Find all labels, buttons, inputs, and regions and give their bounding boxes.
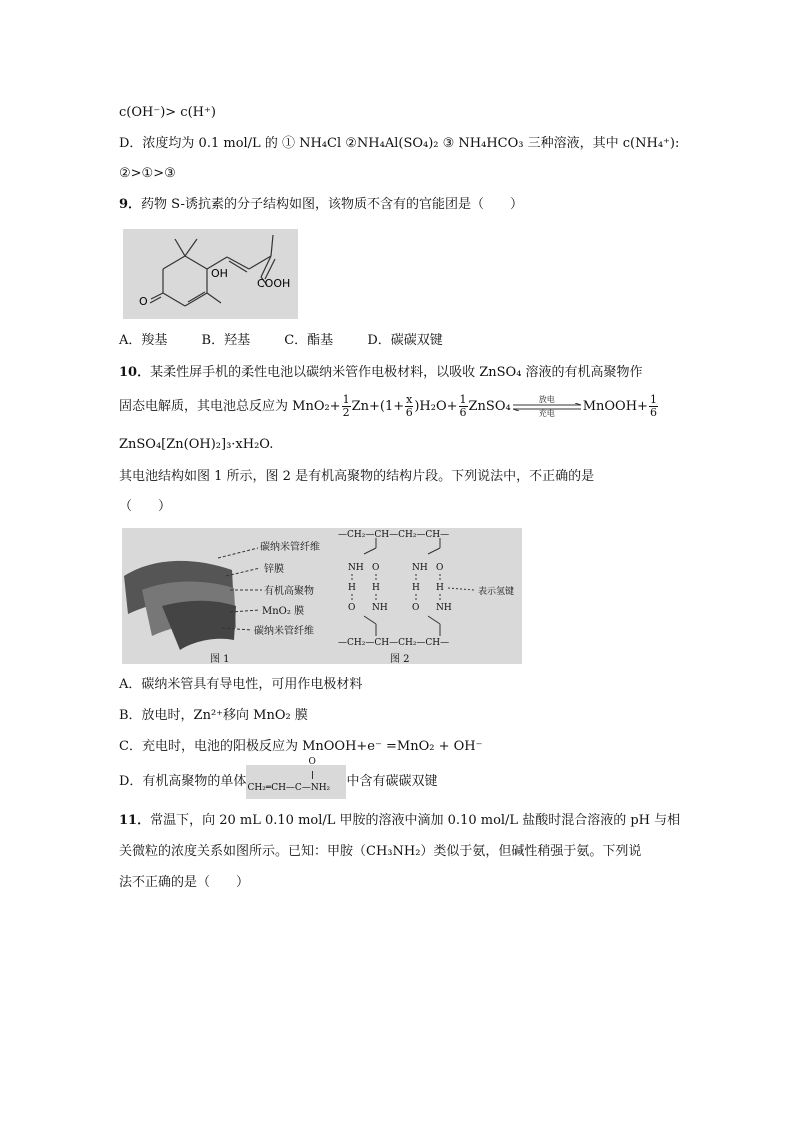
q9-option-a: A．羧基 [119, 333, 168, 348]
fig2-chain-top: —CH₂—CH—CH₂—CH— [338, 530, 450, 540]
q10-option-d-prefix: D．有机高聚物的单体 [119, 774, 247, 789]
svg-text:NH: NH [348, 563, 364, 573]
fig1-caption: 图 1 [210, 654, 230, 664]
q10-option-d [119, 756, 438, 800]
frac2-den: 6 [405, 406, 413, 419]
prev-c-line: c(OH⁻)> c(H⁺) [119, 105, 216, 120]
svg-text:O: O [412, 603, 420, 613]
q10-option-c: C．充电时，电池的阳极反应为 MnOOH+e⁻ =MnO₂ + OH⁻ [119, 739, 483, 754]
equation-prefix: 固态电解质，其电池总反应为 MnO₂+ [119, 399, 341, 414]
svg-text:O: O [436, 563, 444, 573]
fig2-chain-bottom: —CH₂—CH—CH₂—CH— [338, 638, 450, 648]
q10-number: 10． [119, 365, 151, 380]
cooh-label: COOH [257, 277, 291, 290]
fig1-label-cnt-bottom: 碳纳米管纤维 [254, 626, 314, 637]
q9-option-c: C．酯基 [284, 333, 334, 348]
q9-option-d: D．碳碳双键 [367, 333, 443, 348]
equation-h2o: )H₂O+ [414, 399, 458, 414]
battery-structure-diagram [122, 528, 522, 664]
q11-number: 11． [119, 813, 151, 828]
monomer-o-label: O [308, 756, 316, 767]
arrow-top-label: 放电 [538, 394, 555, 404]
svg-text:NH: NH [372, 603, 388, 613]
q10-stem-line4: 其电池结构如图 1 所示，图 2 是有机高聚物的结构片段。下列说法中，不正确的是 [119, 469, 595, 484]
q10-option-d-suffix: 中含有碳碳双键 [346, 774, 438, 789]
svg-text:H: H [412, 583, 420, 593]
equation-znso4: ZnSO₄ [468, 399, 511, 414]
q9-options [119, 332, 443, 350]
equation-product: MnOOH+ [582, 399, 648, 414]
q9-number: 9． [119, 197, 142, 212]
frac1-den: 2 [342, 406, 350, 419]
q9-stem [119, 196, 523, 214]
svg-text:O: O [348, 603, 356, 613]
q9-stem-text: 药物 S-诱抗素的分子结构如图，该物质不含有的官能团是（ ） [141, 197, 523, 212]
q11-line2: 关微粒的浓度关系如图所示。已知：甲胺（CH₃NH₂）类似于氨，但碱性稍强于氨。下列说 [119, 844, 642, 859]
prev-d-line1: D．浓度均为 0.1 mol/L 的 ① NH₄Cl ②NH₄Al(SO₄)₂ ③ NH₄HCO₃ 三种溶液，其中 c(NH₄⁺): [119, 136, 680, 151]
molecule-structure-diagram [123, 229, 298, 319]
frac4-den: 6 [649, 406, 657, 419]
fraction-1-6-b [649, 394, 658, 419]
q10-option-b: B．放电时，Zn²⁺移向 MnO₂ 膜 [119, 708, 308, 723]
frac3-den: 6 [459, 406, 467, 419]
fraction-1-6-a [459, 394, 468, 419]
svg-text:H: H [372, 583, 380, 593]
arrow-bottom-label: 充电 [538, 408, 555, 418]
frac1-num: 1 [342, 393, 350, 406]
reversible-arrow-icon [511, 396, 583, 418]
svg-text:H: H [348, 583, 356, 593]
frac2-num: x [406, 393, 413, 406]
q10-stem-line5: （ ） [119, 499, 172, 514]
ketone-o-label: O [139, 295, 148, 308]
q10-stem-line3: ZnSO₄[Zn(OH)₂]₃·xH₂O. [119, 437, 274, 452]
q11-line1 [119, 812, 680, 830]
fraction-1-2 [342, 394, 351, 419]
oh-label: OH [211, 267, 228, 280]
svg-text:O: O [372, 563, 380, 573]
frac4-num: 1 [649, 393, 657, 406]
q9-option-b: B．羟基 [201, 333, 251, 348]
q10-option-a: A．碳纳米管具有导电性，可用作电极材料 [119, 677, 363, 692]
fraction-x-6 [405, 394, 413, 419]
fig1-label-polymer: 有机高聚物 [264, 586, 314, 597]
fig1-label-mno2: MnO₂ 膜 [262, 606, 305, 617]
fig1-label-cnt-top: 碳纳米管纤维 [260, 542, 320, 553]
q11-line3: 法不正确的是（ ） [119, 875, 250, 890]
q11-line1-text: 常温下，向 20 mL 0.10 mol/L 甲胺的溶液中滴加 0.10 mol/L 盐酸时混合溶液的 pH 与相 [150, 813, 681, 828]
svg-text:NH: NH [436, 603, 452, 613]
equation-zn: Zn+(1+ [351, 399, 405, 414]
fig1-label-zinc: 锌膜 [264, 564, 284, 575]
q10-stem-line1 [119, 364, 643, 382]
q9-molecule-figure [123, 229, 298, 319]
q10-stem-text1: 某柔性屏手机的柔性电池以碳纳米管作电极材料，以吸收 ZnSO₄ 溶液的有机高聚物作 [150, 365, 643, 380]
prev-d-line2: ②>①>③ [119, 166, 176, 181]
q10-equation-line [119, 392, 659, 422]
monomer-formula: CH₂═CH—C—NH₂ [247, 782, 331, 793]
svg-text:H: H [436, 583, 444, 593]
monomer-structure [246, 756, 346, 799]
fig2-hbond-label: 表示氢键 [478, 587, 515, 597]
fig2-caption: 图 2 [390, 654, 410, 664]
frac3-num: 1 [459, 393, 467, 406]
q10-battery-figure [122, 528, 522, 664]
svg-text:NH: NH [412, 563, 428, 573]
